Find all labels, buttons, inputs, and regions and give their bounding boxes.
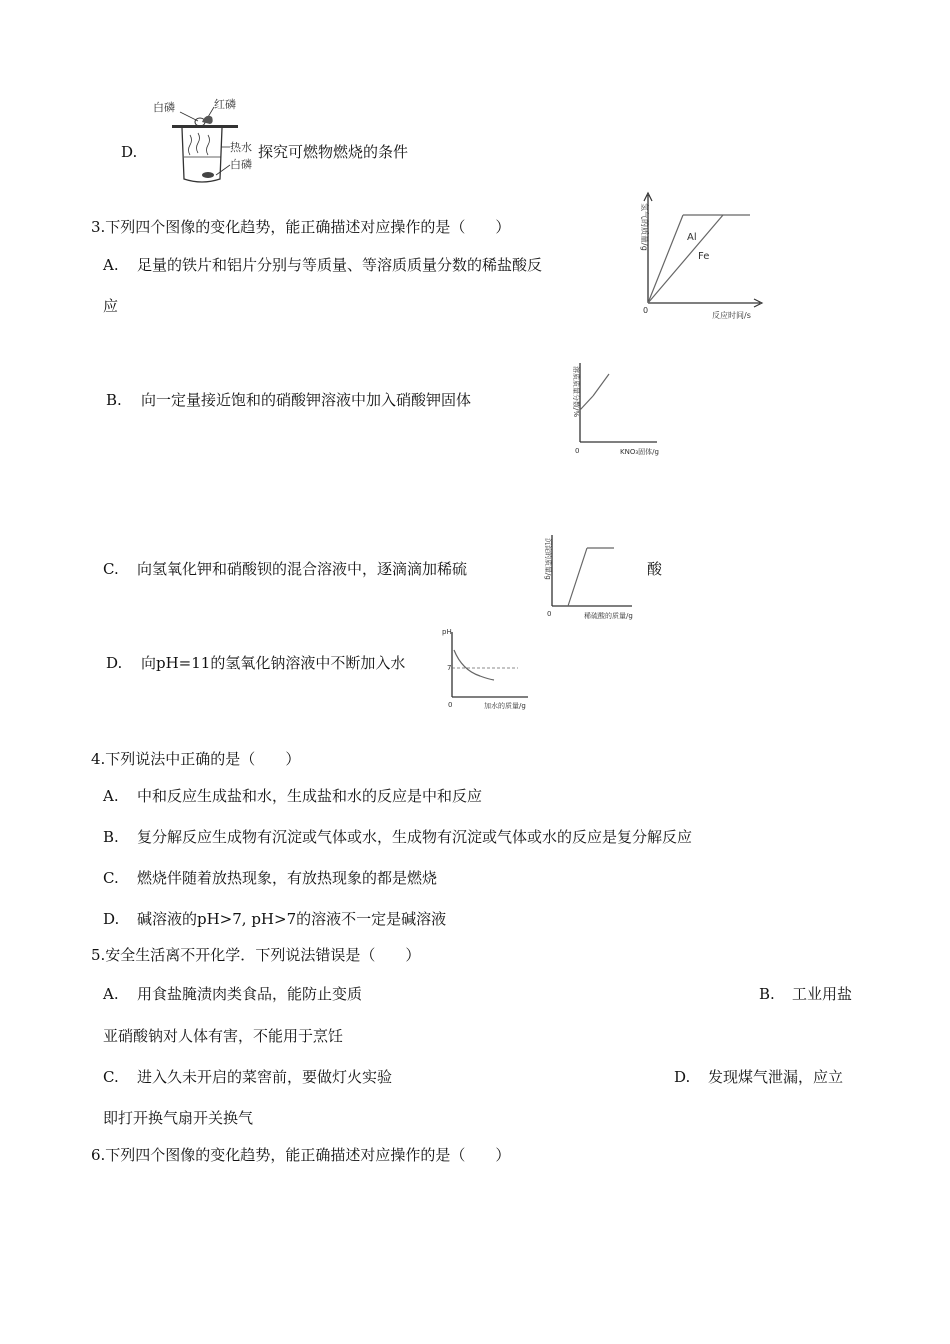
q5-stem: 5.安全生活离不开化学．下列说法错误是（ ）: [91, 946, 421, 964]
graph-a-ylabel: 氢气的质量/g: [640, 203, 649, 251]
q4-option-a-letter: A.: [103, 787, 119, 805]
graph-d-ylabel: pH: [442, 628, 452, 636]
q3-option-b-letter: B.: [106, 391, 122, 409]
graph-d-xlabel: 加水的质量/g: [484, 702, 526, 710]
q6-stem: 6.下列四个图像的变化趋势，能正确描述对应操作的是（ ）: [91, 1146, 511, 1164]
q3-option-c-text: 向氢氧化钾和硝酸钡的混合溶液中，逐滴滴加稀硫: [137, 560, 468, 578]
q4-option-a-text: 中和反应生成盐和水，生成盐和水的反应是中和反应: [137, 787, 483, 805]
q2-option-d-letter: D.: [121, 143, 138, 161]
graph-b-line: [593, 374, 609, 396]
q3-option-a-letter: A.: [103, 256, 119, 274]
q5-option-b-letter: B.: [759, 985, 775, 1003]
hot-water-label: 热水: [230, 141, 252, 154]
q5-option-a-text: 用食盐腌渍肉类食品，能防止变质: [137, 985, 363, 1003]
q3-option-b-text: 向一定量接近饱和的硝酸钾溶液中加入硝酸钾固体: [141, 391, 472, 409]
q5-option-d-text: 发现煤气泄漏，应立: [708, 1068, 844, 1086]
q3-option-a-text-cont: 应: [103, 297, 119, 315]
q3-graph-a: [628, 193, 768, 323]
q4-option-c-letter: C.: [103, 869, 119, 887]
q2-option-d-text: 探究可燃物燃烧的条件: [258, 143, 409, 161]
graph-b-ylabel: 溶质质量分数/%: [572, 366, 580, 418]
white-phosphorus-top-label: 白磷: [153, 101, 175, 114]
graph-a-al-label: Al: [687, 232, 697, 243]
q4-option-c-text: 燃烧伴随着放热现象，有放热现象的都是燃烧: [137, 869, 438, 887]
graph-c-ylabel: 沉淀的质量/g: [544, 538, 552, 580]
graph-c-rise: [568, 548, 587, 606]
q4-option-b-letter: B.: [103, 828, 119, 846]
graph-d-origin: 0: [448, 701, 453, 709]
white-phosphorus-bottom-label: 白磷: [230, 158, 252, 171]
q3-option-c-text-tail: 酸: [647, 560, 663, 578]
graph-a-origin: 0: [643, 306, 649, 315]
q5-option-c-letter: C.: [103, 1068, 119, 1086]
q4-option-b-text: 复分解反应生成物有沉淀或气体或水，生成物有沉淀或气体或水的反应是复分解反应: [137, 828, 693, 846]
graph-a-xlabel: 反应时间/s: [712, 311, 751, 320]
q5-option-c-text: 进入久未开启的菜窖前，要做灯火实验: [137, 1068, 393, 1086]
graph-c-xlabel: 稀硫酸的质量/g: [584, 612, 633, 620]
red-phosphorus-label: 红磷: [214, 98, 236, 111]
q3-graph-c: [540, 530, 640, 620]
graph-b-xlabel: KNO₃固体/g: [620, 448, 659, 456]
graph-d-curve: [454, 650, 494, 680]
q5-option-d-letter: D.: [674, 1068, 691, 1086]
q4-stem: 4.下列说法中正确的是（ ）: [91, 750, 301, 768]
q5-option-a-letter: A.: [103, 985, 119, 1003]
q5-option-b-text: 工业用盐: [792, 985, 853, 1003]
q3-stem: 3.下列四个图像的变化趋势，能正确描述对应操作的是（ ）: [91, 218, 511, 236]
graph-a-fe-label: Fe: [698, 251, 710, 262]
graph-a-fe-line: [648, 215, 723, 303]
q3-option-d-letter: D.: [106, 654, 123, 672]
graph-a-al-line: [648, 215, 683, 303]
graph-b-line-rise: [580, 396, 593, 410]
q3-graph-d: [440, 622, 540, 712]
q5-option-b-text-cont: 亚硝酸钠对人体有害，不能用于烹饪: [103, 1027, 344, 1045]
graph-c-origin: 0: [547, 610, 552, 618]
q3-option-d-text: 向pH=11的氢氧化钠溶液中不断加入水: [141, 654, 406, 672]
graph-d-tick: 7: [447, 664, 452, 672]
q3-option-a-text: 足量的铁片和铝片分别与等质量、等溶质质量分数的稀盐酸反: [137, 256, 543, 274]
q4-option-d-letter: D.: [103, 910, 120, 928]
combustion-apparatus-figure: [150, 95, 270, 185]
graph-b-origin: 0: [575, 447, 580, 455]
q3-option-c-letter: C.: [103, 560, 119, 578]
q3-graph-b: [565, 358, 665, 458]
q4-option-d-text: 碱溶液的pH>7, pH>7的溶液不一定是碱溶液: [137, 910, 447, 928]
q5-option-d-text-cont: 即打开换气扇开关换气: [103, 1109, 254, 1127]
